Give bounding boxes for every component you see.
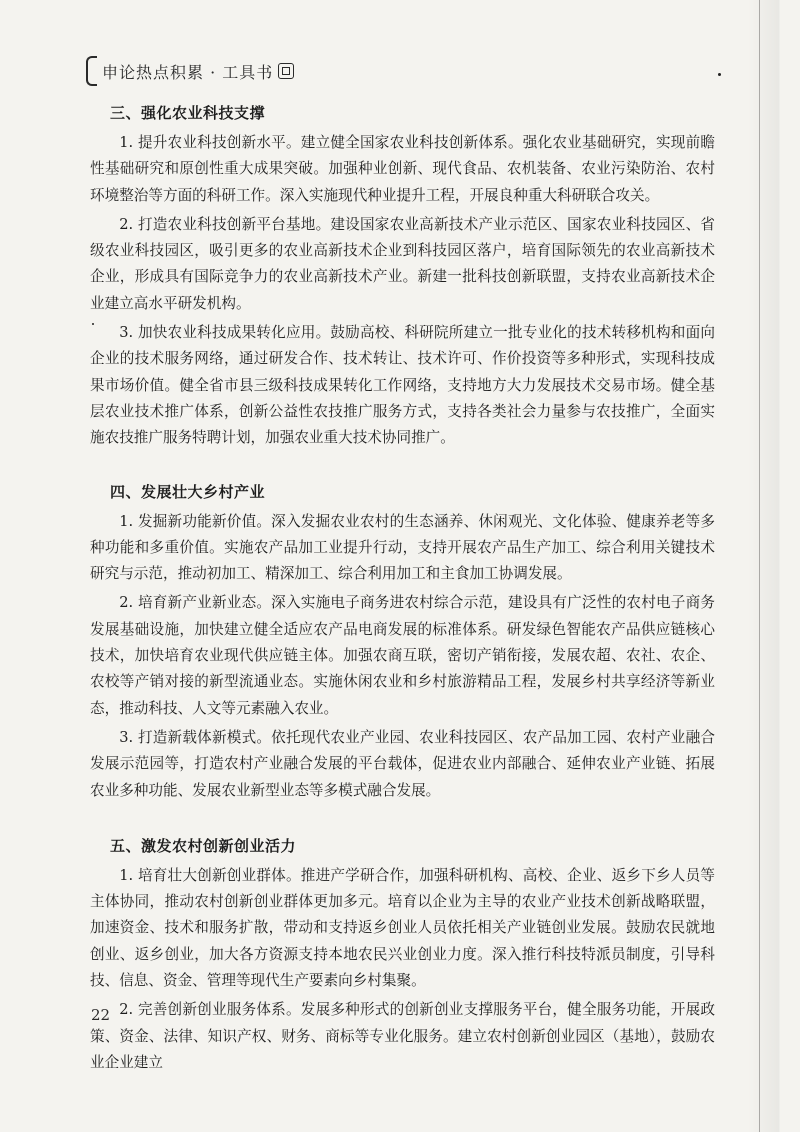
paragraph: 1. 培育壮大创新创业群体。推进产学研合作，加强科研机构、高校、企业、返乡下乡人员等主体协同，推动农村创新创业群体更加多元。培育以企业为主导的农业产业技术创新战略联盟，加速资金、技术和服务扩散，带动和支持返乡创业人员依托相关产业链创业发展。鼓励农民就地创业、返乡创业，加大各方资源支持本地农民兴业创业力度。深入推行科技特派员制度，引导科技、信息、资金、管理等现代生产要素向乡村集聚。 [90, 866, 715, 990]
scan-edge [748, 0, 800, 1132]
section-strengthen-agri-tech [90, 100, 715, 452]
page-body [90, 100, 715, 1079]
section-spacer [90, 807, 715, 833]
scan-edge-line [759, 0, 760, 1132]
page-number: 22 [91, 1006, 111, 1024]
paragraph: 2. 完善创新创业服务体系。发展多种形式的创新创业支撑服务平台，健全服务功能，开展政策、资金、法律、知识产权、财务、商标等专业化服务。建立农村创新创业园区（基地），鼓励农业企业建立 [90, 1001, 715, 1071]
paragraph: 3. 打造新载体新模式。依托现代农业产业园、农业科技园区、农产品加工园、农村产业融合发展示范园等，打造农村产业融合发展的平台载体，促进农业内部融合、延伸农业产业链、拓展农业多种功能、发展农业新型业态等多模式融合发展。 [90, 728, 715, 799]
paragraph: 2. 培育新产业新业态。深入实施电子商务进农村综合示范，建设具有广泛性的农村电子商务发展基础设施，加快建立健全适应农产品电商发展的标准体系。研发绿色智能农产品供应链核心技术，加快培育农业现代供应链主体。加强农商互联，密切产销衔接，发展农超、农社、农企、农校等产销对接的新型流通业态。实施休闲农业和乡村旅游精品工程，发展乡村共享经济等新业态，推动科技、人文等元素融入农业。 [90, 594, 715, 717]
section-heading: 五、激发农村创新创业活力 [110, 836, 297, 855]
book-badge-icon [278, 63, 294, 79]
section-spacer [90, 455, 715, 479]
paragraph: 3. 加快农业科技成果转化应用。鼓励高校、科研院所建立一批专业化的技术转移机构和面向企业的技术服务网络，通过研发合作、技术转让、技术许可、作价投资等多种形式，实现科技成果市场价值。健全省市县三级科技成果转化工作网络，支持地方大力发展技术交易市场。健全基层农业技术推广体系，创新公益性农技推广服务方式，支持各类社会力量参与农技推广，全面实施农技推广服务特聘计划，加强农业重大技术协同推广。 [90, 324, 715, 447]
running-header [86, 56, 294, 86]
paragraph: 2. 打造农业科技创新平台基地。建设国家农业高新技术产业示范区、国家农业科技园区、省级农业科技园区，吸引更多的农业高新技术企业到科技园区落户，培育国际领先的农业高新技术企业，形成具有国际竞争力的农业高新技术产业。新建一批科技创新联盟，支持农业高新技术企业建立高水平研发机构。 [90, 215, 715, 312]
header-bracket-icon [86, 56, 97, 86]
section-rural-innovation [90, 833, 715, 1076]
scan-speck [718, 73, 721, 76]
running-header-title: 申论热点积累 · 工具书 [102, 62, 274, 82]
paragraph: 1. 发掘新功能新价值。深入发掘农业农村的生态涵养、休闲观光、文化体验、健康养老等多种功能和多重价值。实施农产品加工业提升行动，支持开展农产品生产加工、综合利用关键技术研究与示范，推动初加工、精深加工、综合利用加工和主食加工协调发展。 [90, 512, 715, 583]
section-heading: 四、发展壮大乡村产业 [110, 482, 266, 501]
paragraph: 1. 提升农业科技创新水平。建立健全国家农业科技创新体系。强化农业基础研究，实现前瞻性基础研究和原创性重大成果突破。加强种业创新、现代食品、农机装备、农业污染防治、农村环境整治等方面的科研工作。深入实施现代种业提升工程，开展良种重大科研联合攻关。 [90, 134, 715, 204]
section-rural-industry [90, 479, 715, 804]
section-heading: 三、强化农业科技支撑 [110, 104, 266, 122]
